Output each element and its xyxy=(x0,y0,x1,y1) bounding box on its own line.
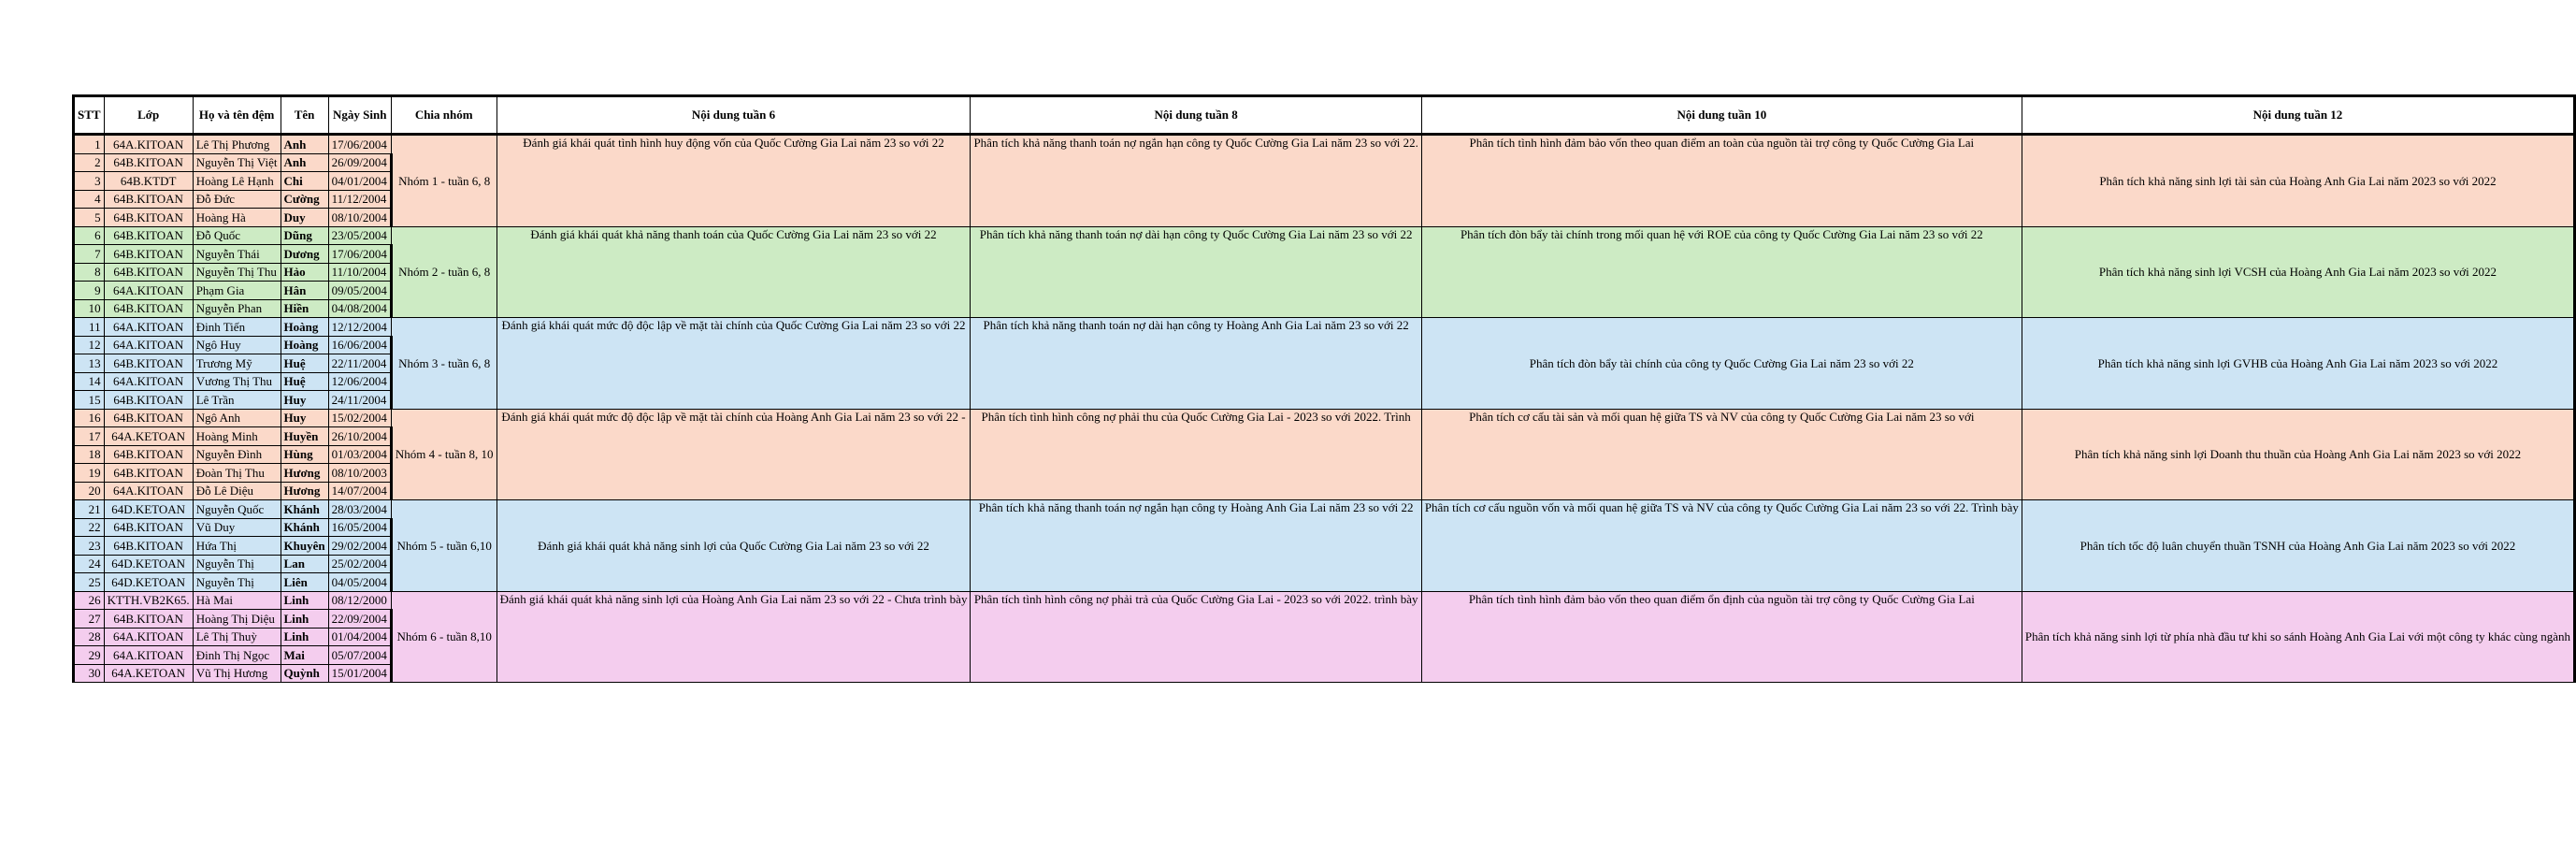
cell-lop: 64B.KITOAN xyxy=(104,537,193,556)
cell-lop: 64D.KETOAN xyxy=(104,500,193,519)
content-text: Phân tích đòn bẩy tài chính trong mối quan hệ với ROE của công ty Quốc Cường Gia Lai năm 23 so với 22 xyxy=(1460,226,1983,241)
cell-ten: Hiền xyxy=(281,299,328,318)
cell-group-label: Nhóm 5 - tuần 6,10 xyxy=(391,500,496,592)
cell-ho-ten-dem: Nguyễn Thị xyxy=(193,573,281,592)
cell-group-label: Nhóm 1 - tuần 6, 8 xyxy=(391,135,496,227)
cell-ten: Linh xyxy=(281,628,328,646)
content-text: Đánh giá khái quát mức độ độc lập về mặt tài chính của Hoàng Anh Gia Lai năm 23 so với 22 - xyxy=(501,409,966,424)
table-row xyxy=(74,500,2575,519)
cell-ngay-sinh: 14/07/2004 xyxy=(328,482,391,500)
table-row xyxy=(74,591,2575,610)
cell-ten: Anh xyxy=(281,135,328,154)
cell-content-w10 xyxy=(1421,318,2022,410)
cell-stt: 14 xyxy=(74,372,105,391)
cell-stt: 24 xyxy=(74,555,105,573)
cell-stt: 23 xyxy=(74,537,105,556)
cell-ho-ten-dem: Lê Trần xyxy=(193,391,281,410)
content-text: Phân tích khả năng thanh toán nợ dài hạn công ty Quốc Cường Gia Lai năm 23 so với 22 xyxy=(979,226,1413,241)
cell-ngay-sinh: 17/06/2004 xyxy=(328,135,391,154)
cell-content-w12 xyxy=(2022,318,2574,410)
cell-stt: 12 xyxy=(74,336,105,354)
cell-ho-ten-dem: Vũ Thị Hương xyxy=(193,664,281,683)
cell-lop: 64A.KITOAN xyxy=(104,628,193,646)
table-row xyxy=(74,409,2575,427)
cell-ngay-sinh: 08/12/2000 xyxy=(328,591,391,610)
cell-ngay-sinh: 29/02/2004 xyxy=(328,537,391,556)
cell-content-w6 xyxy=(496,591,971,683)
cell-stt: 18 xyxy=(74,445,105,464)
cell-ho-ten-dem: Hoàng Minh xyxy=(193,427,281,446)
cell-stt: 22 xyxy=(74,518,105,537)
cell-ten: Khánh xyxy=(281,518,328,537)
cell-lop: 64A.KITOAN xyxy=(104,318,193,337)
cell-stt: 20 xyxy=(74,482,105,500)
cell-ho-ten-dem: Nguyễn Đình xyxy=(193,445,281,464)
cell-ngay-sinh: 26/09/2004 xyxy=(328,153,391,172)
cell-group-label: Nhóm 4 - tuần 8, 10 xyxy=(391,409,496,500)
cell-content-w12 xyxy=(2022,135,2574,227)
cell-content-w10 xyxy=(1421,500,2022,592)
cell-stt: 2 xyxy=(74,153,105,172)
content-text: Phân tích khả năng sinh lợi GVHB của Hoàng Anh Gia Lai năm 2023 so với 2022 xyxy=(2097,355,2498,370)
cell-lop: 64B.KITOAN xyxy=(104,445,193,464)
cell-ngay-sinh: 17/06/2004 xyxy=(328,245,391,264)
cell-stt: 3 xyxy=(74,172,105,191)
cell-stt: 8 xyxy=(74,263,105,282)
cell-ten: Huy xyxy=(281,391,328,410)
cell-lop: 64A.KITOAN xyxy=(104,336,193,354)
cell-ngay-sinh: 16/05/2004 xyxy=(328,518,391,537)
cell-stt: 6 xyxy=(74,226,105,245)
cell-stt: 5 xyxy=(74,209,105,227)
cell-ho-ten-dem: Hoàng Thị Diệu xyxy=(193,610,281,629)
cell-content-w12 xyxy=(2022,500,2574,592)
header-tuan-12: Nội dung tuần 12 xyxy=(2022,96,2574,135)
header-ngay-sinh: Ngày Sinh xyxy=(328,96,391,135)
cell-stt: 26 xyxy=(74,591,105,610)
header-row xyxy=(74,96,2575,135)
cell-ngay-sinh: 08/10/2003 xyxy=(328,464,391,483)
cell-ngay-sinh: 22/11/2004 xyxy=(328,354,391,373)
cell-ngay-sinh: 11/12/2004 xyxy=(328,190,391,209)
content-text: Phân tích tình hình đảm bảo vốn theo quan điểm ổn định của nguồn tài trợ công ty Quốc Cường Gia Lai xyxy=(1468,591,1975,606)
cell-stt: 30 xyxy=(74,664,105,683)
cell-ho-ten-dem: Ngô Huy xyxy=(193,336,281,354)
content-text: Phân tích tốc độ luân chuyển thuần TSNH của Hoàng Anh Gia Lai năm 2023 so với 2022 xyxy=(2080,538,2516,553)
cell-ngay-sinh: 09/05/2004 xyxy=(328,282,391,300)
cell-ngay-sinh: 01/03/2004 xyxy=(328,445,391,464)
student-group-table xyxy=(72,94,2576,683)
cell-ten: Chi xyxy=(281,172,328,191)
content-text: Đánh giá khái quát khả năng sinh lợi của Hoàng Anh Gia Lai năm 23 so với 22 - Chưa trình bày xyxy=(499,591,968,606)
content-text: Phân tích khả năng sinh lợi tài sản của Hoàng Anh Gia Lai năm 2023 so với 2022 xyxy=(2099,173,2497,188)
cell-lop: 64A.KITOAN xyxy=(104,482,193,500)
cell-content-w6 xyxy=(496,409,971,500)
cell-lop: 64B.KITOAN xyxy=(104,610,193,629)
cell-stt: 1 xyxy=(74,135,105,154)
cell-ten: Hoàng xyxy=(281,336,328,354)
cell-ten: Huyền xyxy=(281,427,328,446)
cell-ten: Linh xyxy=(281,591,328,610)
content-text: Đánh giá khái quát khả năng thanh toán của Quốc Cường Gia Lai năm 23 so với 22 xyxy=(530,226,937,241)
cell-lop: 64A.KITOAN xyxy=(104,282,193,300)
cell-content-w8 xyxy=(971,135,1421,227)
cell-ngay-sinh: 16/06/2004 xyxy=(328,336,391,354)
cell-stt: 25 xyxy=(74,573,105,592)
cell-ho-ten-dem: Lê Thị Phương xyxy=(193,135,281,154)
cell-ngay-sinh: 12/12/2004 xyxy=(328,318,391,337)
cell-group-label: Nhóm 3 - tuần 6, 8 xyxy=(391,318,496,410)
cell-ngay-sinh: 04/01/2004 xyxy=(328,172,391,191)
cell-ten: Anh xyxy=(281,153,328,172)
cell-ten: Mai xyxy=(281,646,328,665)
cell-lop: 64B.KITOAN xyxy=(104,226,193,245)
cell-lop: 64B.KITOAN xyxy=(104,354,193,373)
table-row xyxy=(74,135,2575,154)
content-text: Phân tích cơ cấu tài sản và mối quan hệ giữa TS và NV của công ty Quốc Cường Gia Lai năm 23 so với xyxy=(1469,409,1975,424)
cell-ten: Duy xyxy=(281,209,328,227)
cell-ngay-sinh: 01/04/2004 xyxy=(328,628,391,646)
cell-ten: Cường xyxy=(281,190,328,209)
cell-content-w10 xyxy=(1421,591,2022,683)
cell-ten: Hân xyxy=(281,282,328,300)
content-text: Phân tích tình hình công nợ phải thu của Quốc Cường Gia Lai - 2023 so với 2022. Trình xyxy=(981,409,1411,424)
cell-ho-ten-dem: Trương Mỹ xyxy=(193,354,281,373)
cell-content-w8 xyxy=(971,318,1421,410)
cell-lop: 64B.KITOAN xyxy=(104,464,193,483)
content-text: Phân tích khả năng sinh lợi VCSH của Hoàng Anh Gia Lai năm 2023 so với 2022 xyxy=(2098,265,2497,280)
cell-group-label: Nhóm 2 - tuần 6, 8 xyxy=(391,226,496,318)
cell-content-w12 xyxy=(2022,226,2574,318)
cell-ten: Quỳnh xyxy=(281,664,328,683)
cell-ho-ten-dem: Nguyễn Thị Thu xyxy=(193,263,281,282)
cell-ten: Huệ xyxy=(281,372,328,391)
cell-group-label: Nhóm 6 - tuần 8,10 xyxy=(391,591,496,683)
cell-lop: 64A.KETOAN xyxy=(104,427,193,446)
cell-stt: 9 xyxy=(74,282,105,300)
cell-ho-ten-dem: Nguyễn Phan xyxy=(193,299,281,318)
cell-lop: 64D.KETOAN xyxy=(104,573,193,592)
cell-ten: Linh xyxy=(281,610,328,629)
cell-ngay-sinh: 22/09/2004 xyxy=(328,610,391,629)
table-row xyxy=(74,226,2575,245)
cell-ngay-sinh: 24/11/2004 xyxy=(328,391,391,410)
header-tuan-10: Nội dung tuần 10 xyxy=(1421,96,2022,135)
cell-content-w6 xyxy=(496,135,971,227)
cell-ho-ten-dem: Vương Thị Thu xyxy=(193,372,281,391)
content-text: Phân tích tình hình đảm bảo vốn theo quan điểm an toàn của nguồn tài trợ công ty Quốc Cường Gia Lai xyxy=(1469,136,1975,150)
cell-ho-ten-dem: Đỗ Quốc xyxy=(193,226,281,245)
cell-ho-ten-dem: Ngô Anh xyxy=(193,409,281,427)
cell-ho-ten-dem: Hà Mai xyxy=(193,591,281,610)
cell-lop: 64B.KITOAN xyxy=(104,153,193,172)
cell-ngay-sinh: 05/07/2004 xyxy=(328,646,391,665)
cell-ngay-sinh: 04/05/2004 xyxy=(328,573,391,592)
cell-ho-ten-dem: Hoàng Hà xyxy=(193,209,281,227)
table-row xyxy=(74,318,2575,337)
content-text: Phân tích khả năng sinh lợi Doanh thu thuần của Hoàng Anh Gia Lai năm 2023 so với 2022 xyxy=(2074,447,2522,462)
cell-lop: 64B.KITOAN xyxy=(104,245,193,264)
cell-ho-ten-dem: Nguyễn Thị xyxy=(193,555,281,573)
cell-lop: 64A.KITOAN xyxy=(104,372,193,391)
header-ten: Tên xyxy=(281,96,328,135)
cell-ho-ten-dem: Phạm Gia xyxy=(193,282,281,300)
content-text: Phân tích khả năng sinh lợi từ phía nhà đầu tư khi so sánh Hoàng Anh Gia Lai với một công ty khác cùng ngành xyxy=(2024,629,2571,644)
content-text: Phân tích khả năng thanh toán nợ ngắn hạn công ty Hoàng Anh Gia Lai năm 23 so với 22 xyxy=(978,500,1414,514)
cell-ho-ten-dem: Nguyễn Thái xyxy=(193,245,281,264)
cell-ngay-sinh: 08/10/2004 xyxy=(328,209,391,227)
content-text: Đánh giá khái quát khả năng sinh lợi của Quốc Cường Gia Lai năm 23 so với 22 xyxy=(538,538,929,553)
cell-lop: KTTH.VB2K65. xyxy=(104,591,193,610)
cell-ho-ten-dem: Hoàng Lê Hạnh xyxy=(193,172,281,191)
cell-stt: 15 xyxy=(74,391,105,410)
header-lop: Lớp xyxy=(104,96,193,135)
cell-lop: 64D.KETOAN xyxy=(104,555,193,573)
cell-ten: Hương xyxy=(281,482,328,500)
cell-stt: 29 xyxy=(74,646,105,665)
cell-ten: Huệ xyxy=(281,354,328,373)
cell-content-w8 xyxy=(971,409,1421,500)
cell-stt: 13 xyxy=(74,354,105,373)
cell-ho-ten-dem: Vũ Duy xyxy=(193,518,281,537)
cell-ho-ten-dem: Đỗ Lê Diệu xyxy=(193,482,281,500)
cell-ten: Hảo xyxy=(281,263,328,282)
cell-ngay-sinh: 25/02/2004 xyxy=(328,555,391,573)
cell-content-w10 xyxy=(1421,409,2022,500)
cell-lop: 64B.KITOAN xyxy=(104,209,193,227)
cell-lop: 64A.KITOAN xyxy=(104,135,193,154)
cell-ho-ten-dem: Lê Thị Thuỳ xyxy=(193,628,281,646)
cell-lop: 64B.KITOAN xyxy=(104,409,193,427)
cell-lop: 64A.KITOAN xyxy=(104,646,193,665)
header-chia-nhom: Chia nhóm xyxy=(391,96,496,135)
cell-stt: 21 xyxy=(74,500,105,519)
content-text: Phân tích đòn bẩy tài chính của công ty Quốc Cường Gia Lai năm 23 so với 22 xyxy=(1529,355,1914,370)
cell-ngay-sinh: 11/10/2004 xyxy=(328,263,391,282)
cell-lop: 64B.KITOAN xyxy=(104,263,193,282)
cell-ho-ten-dem: Hứa Thị xyxy=(193,537,281,556)
cell-lop: 64B.KITOAN xyxy=(104,190,193,209)
cell-content-w8 xyxy=(971,500,1421,592)
cell-ngay-sinh: 04/08/2004 xyxy=(328,299,391,318)
content-text: Phân tích khả năng thanh toán nợ ngắn hạn công ty Quốc Cường Gia Lai năm 23 so với 22. xyxy=(973,136,1418,150)
cell-content-w8 xyxy=(971,226,1421,318)
content-text: Đánh giá khái quát mức độ độc lập về mặt tài chính của Quốc Cường Gia Lai năm 23 so với 22 xyxy=(501,318,966,332)
cell-stt: 19 xyxy=(74,464,105,483)
cell-lop: 64B.KTDT xyxy=(104,172,193,191)
cell-content-w10 xyxy=(1421,226,2022,318)
cell-stt: 28 xyxy=(74,628,105,646)
cell-ten: Huy xyxy=(281,409,328,427)
header-tuan-6: Nội dung tuần 6 xyxy=(496,96,971,135)
cell-lop: 64B.KITOAN xyxy=(104,518,193,537)
cell-ho-ten-dem: Nguyễn Quốc xyxy=(193,500,281,519)
cell-ngay-sinh: 15/02/2004 xyxy=(328,409,391,427)
cell-ten: Khánh xyxy=(281,500,328,519)
table-body xyxy=(74,135,2575,683)
content-text: Phân tích tình hình công nợ phải trả của Quốc Cường Gia Lai - 2023 so với 2022. trình bày xyxy=(973,591,1418,606)
content-text: Phân tích cơ cấu nguồn vốn và mối quan hệ giữa TS và NV của công ty Quốc Cường Gia Lai năm 23 so với 22. Trình bày xyxy=(1424,500,2019,514)
cell-content-w6 xyxy=(496,500,971,592)
cell-ten: Hùng xyxy=(281,445,328,464)
cell-stt: 10 xyxy=(74,299,105,318)
cell-lop: 64B.KITOAN xyxy=(104,299,193,318)
cell-ho-ten-dem: Đỗ Đức xyxy=(193,190,281,209)
cell-stt: 7 xyxy=(74,245,105,264)
cell-lop: 64A.KETOAN xyxy=(104,664,193,683)
cell-ten: Dũng xyxy=(281,226,328,245)
cell-ten: Khuyên xyxy=(281,537,328,556)
cell-ngay-sinh: 23/05/2004 xyxy=(328,226,391,245)
cell-ngay-sinh: 12/06/2004 xyxy=(328,372,391,391)
cell-content-w8 xyxy=(971,591,1421,683)
cell-ten: Dương xyxy=(281,245,328,264)
content-text: Đánh giá khái quát tình hình huy động vốn của Quốc Cường Gia Lai năm 23 so với 22 xyxy=(523,136,944,150)
cell-ngay-sinh: 26/10/2004 xyxy=(328,427,391,446)
cell-lop: 64B.KITOAN xyxy=(104,391,193,410)
header-stt: STT xyxy=(74,96,105,135)
cell-ten: Hoàng xyxy=(281,318,328,337)
cell-content-w6 xyxy=(496,226,971,318)
cell-stt: 16 xyxy=(74,409,105,427)
cell-ngay-sinh: 15/01/2004 xyxy=(328,664,391,683)
cell-stt: 17 xyxy=(74,427,105,446)
cell-ho-ten-dem: Đinh Tiến xyxy=(193,318,281,337)
cell-content-w12 xyxy=(2022,409,2574,500)
cell-ho-ten-dem: Đinh Thị Ngọc xyxy=(193,646,281,665)
cell-stt: 27 xyxy=(74,610,105,629)
header-tuan-8: Nội dung tuần 8 xyxy=(971,96,1421,135)
cell-stt: 4 xyxy=(74,190,105,209)
cell-content-w10 xyxy=(1421,135,2022,227)
cell-ho-ten-dem: Đoàn Thị Thu xyxy=(193,464,281,483)
cell-ten: Hương xyxy=(281,464,328,483)
cell-content-w6 xyxy=(496,318,971,410)
content-text: Phân tích khả năng thanh toán nợ dài hạn công ty Hoàng Anh Gia Lai năm 23 so với 22 xyxy=(983,318,1409,332)
cell-stt: 11 xyxy=(74,318,105,337)
cell-ten: Lan xyxy=(281,555,328,573)
cell-content-w12 xyxy=(2022,591,2574,683)
cell-ten: Liên xyxy=(281,573,328,592)
cell-ngay-sinh: 28/03/2004 xyxy=(328,500,391,519)
header-ho-ten-dem: Họ và tên đệm xyxy=(193,96,281,135)
cell-ho-ten-dem: Nguyễn Thị Việt xyxy=(193,153,281,172)
